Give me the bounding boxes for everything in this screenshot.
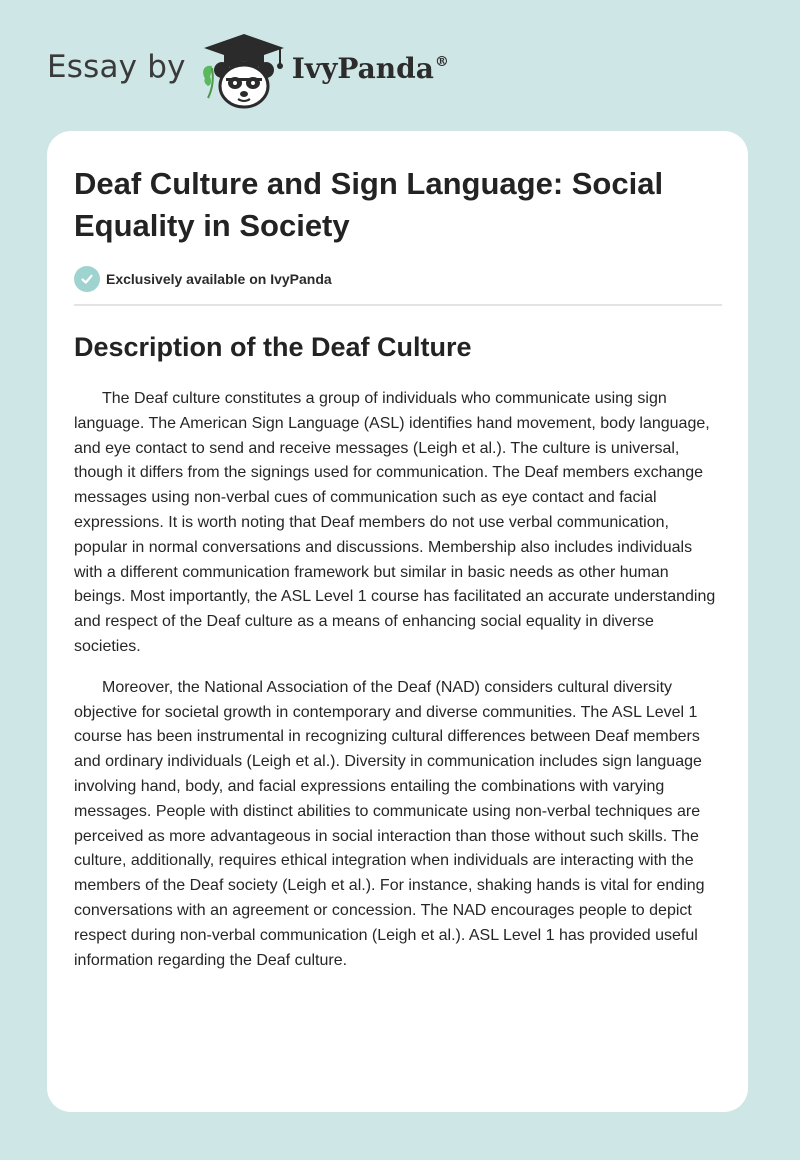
divider bbox=[74, 304, 722, 306]
brand-name: IvyPanda® bbox=[291, 51, 449, 85]
site-header bbox=[47, 30, 449, 110]
paragraph: The Deaf culture constitutes a group of individuals who communicate using sign language. The American Sign Language (ASL) identifies hand movement, body language, and eye contact to send and receive messages (Leigh et al.). The culture is universal, though it differs from the signings used for communication. The Deaf members exchange messages using non-verbal cues of communication such as eye contact and facial expressions. It is worth noting that Deaf members do not use verbal communication, popular in normal conversations and discussions. Membership also includes individuals with a different communication framework but similar in basic needs as other human beings. Most importantly, the ASL Level 1 course has facilitated an accurate understanding and respect of the Deaf culture as a means of enhancing social equality in diverse societies. bbox=[74, 390, 716, 655]
page-title: Deaf Culture and Sign Language: Social Equality in Society bbox=[74, 166, 664, 243]
registered-mark: ® bbox=[434, 53, 449, 70]
section-heading: Description of the Deaf Culture bbox=[74, 332, 472, 362]
essay-card bbox=[47, 131, 748, 1112]
exclusive-badge bbox=[74, 265, 722, 293]
checkmark-icon bbox=[74, 266, 100, 292]
essay-by-label: Essay by bbox=[47, 49, 186, 85]
exclusive-label: Exclusively available on IvyPanda bbox=[106, 271, 332, 287]
essay-content bbox=[74, 163, 722, 973]
paragraph: Moreover, the National Association of the Deaf (NAD) considers cultural diversity objective for societal growth in contemporary and diverse communities. The ASL Level 1 course has been instrumental in recognizing cultural differences between Deaf members and ordinary individuals (Leigh et al.). Diversity in communication includes sign language involving hand, body, and facial expressions entailing the combinations with varying messages. People with distinct abilities to communicate using non-verbal techniques are perceived as more advantageous in social interaction than those without such skills. The culture, additionally, requires ethical integration when individuals are interacting with the members of the Deaf society (Leigh et al.). For instance, shaking hands is vital for ending conversations with an agreement or concession. The NAD encourages people to depict respect during non-verbal communication (Leigh et al.). ASL Level 1 has provided useful information regarding the Deaf culture. bbox=[74, 678, 705, 969]
panda-graduate-icon bbox=[200, 30, 288, 110]
